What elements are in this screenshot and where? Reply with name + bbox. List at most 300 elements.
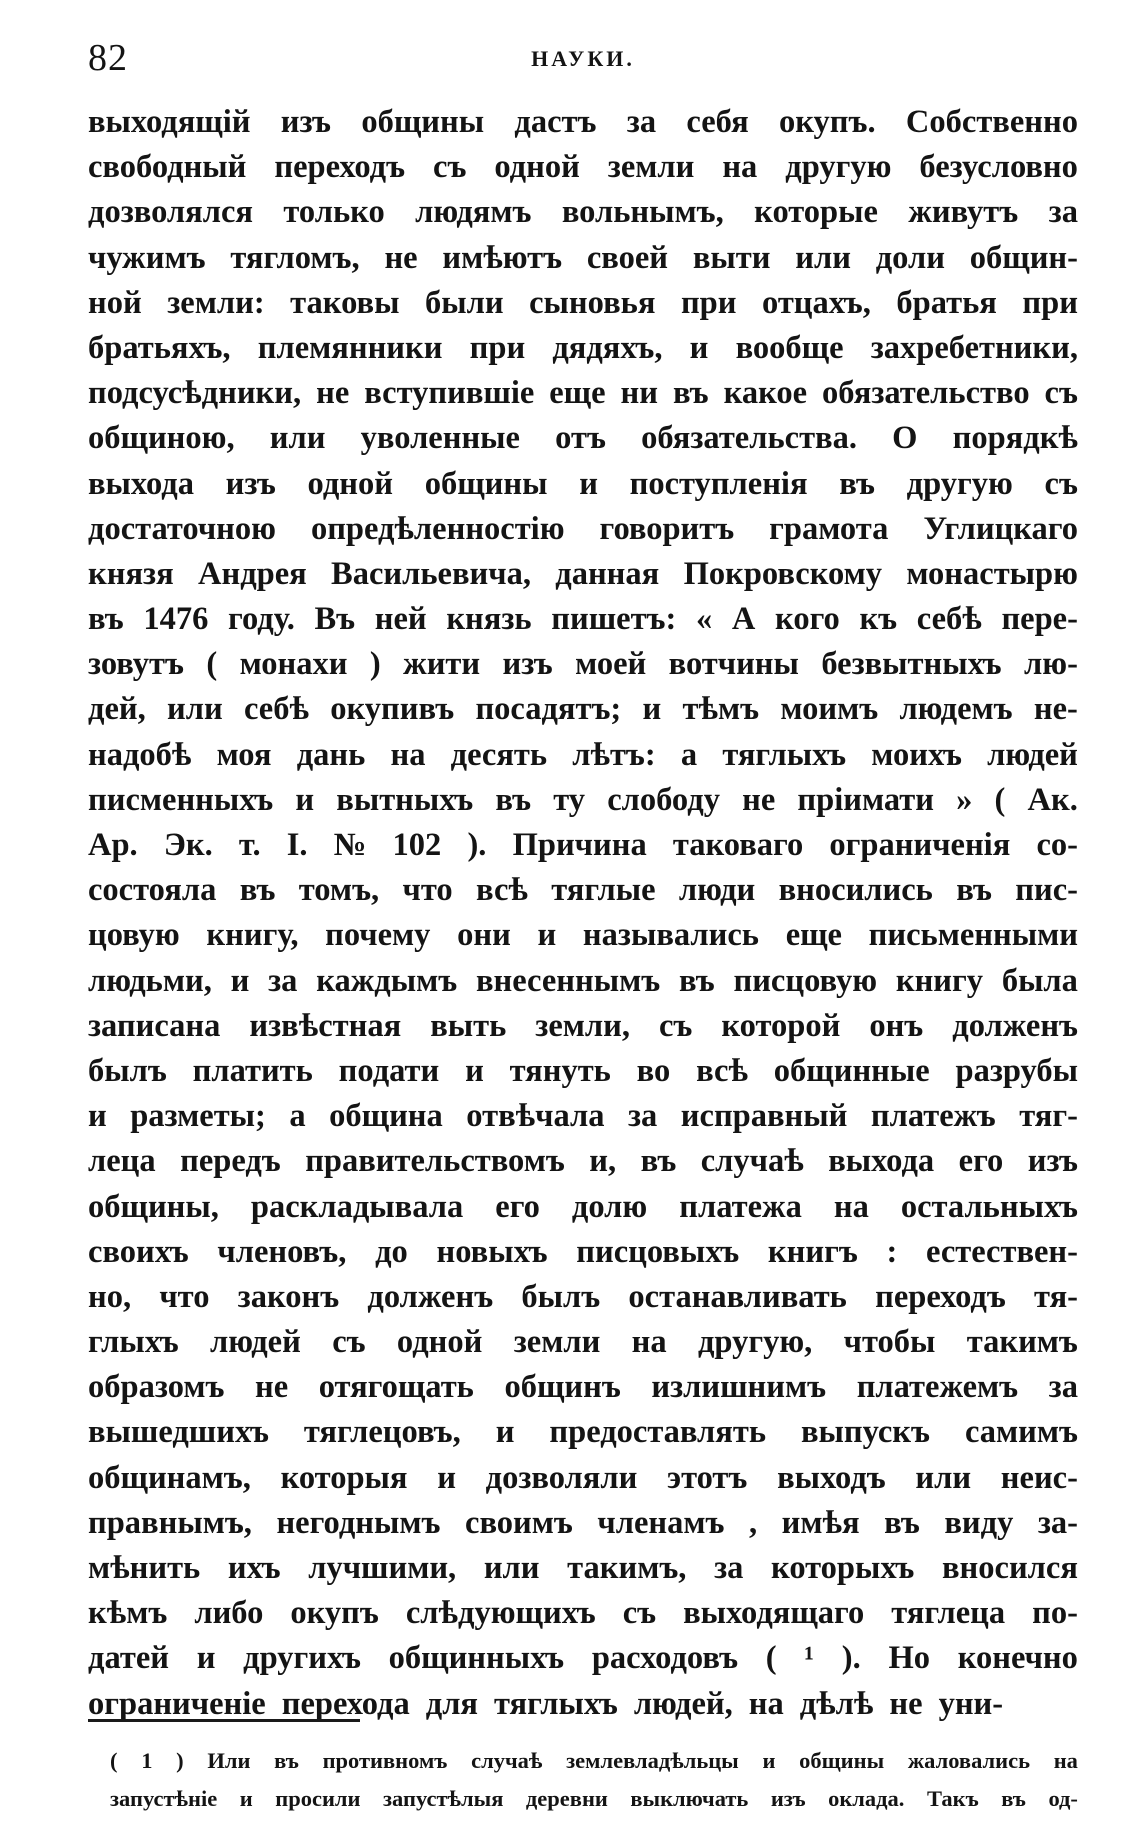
word: своей [586,239,669,276]
word: обязательство [822,375,1030,412]
word: ( [994,781,1006,818]
word: состояла [88,872,217,909]
word: законъ [237,1278,340,1315]
word: ) [176,1748,184,1773]
word: одной [307,465,394,502]
word: Углицкаго [923,510,1078,547]
word: кѣмъ [88,1595,168,1632]
word: которой [721,1007,841,1044]
word: до [375,1233,408,1270]
text-line [88,552,1078,597]
word: пис- [1015,872,1078,909]
word: безвытныхъ [821,646,1002,683]
word: уни- [938,1685,1004,1722]
word: или [269,420,326,457]
word: дозволяли [485,1459,638,1496]
word: его [958,1143,1004,1180]
word: со- [1036,827,1078,863]
word: общин- [969,239,1078,276]
word: писцовыхъ [576,1233,740,1270]
word: оклада. [828,1786,905,1811]
word: тяг- [1019,1098,1078,1135]
word: такимъ [966,1324,1078,1361]
word: община [329,1098,443,1135]
word: дастъ [514,104,597,140]
word: для [425,1685,479,1722]
word: выходящаго [683,1595,865,1632]
word: слѣдующихъ [405,1595,596,1632]
text-line [88,1365,1078,1410]
word: изъ [1027,1143,1078,1180]
word: платежемъ [856,1369,1019,1406]
word: 1 [141,1748,153,1773]
text-line [88,1546,1078,1591]
word: вотчины [668,646,799,683]
word: долженъ [952,1007,1078,1044]
word: своимъ [465,1504,573,1541]
word: лучшими, [308,1550,457,1586]
word: жаловались [907,1748,1030,1773]
word: тѣмъ [682,691,760,728]
word: грамота [769,510,889,547]
word: братьяхъ, [88,329,231,366]
word: съ [658,1007,693,1044]
word: къ [859,601,898,638]
word: долю [571,1188,648,1225]
word: за [714,1550,744,1586]
word: моя [216,736,272,773]
word: ограниченія [829,827,1011,863]
text-line [88,326,1078,371]
word: при [469,329,526,366]
word: были [424,284,504,321]
word: конечно [957,1640,1078,1677]
word: имѣя [781,1504,860,1541]
word: въ [679,962,715,999]
word: ту [553,781,586,818]
word: негоднымъ [276,1504,441,1541]
word: Или [207,1748,251,1773]
page-number: 82 [88,37,128,79]
word: неис- [1000,1459,1078,1496]
word: общинныхъ [388,1640,565,1677]
word: земли [513,1324,601,1361]
word: обязательства. [641,420,857,457]
word: Васильевича, [331,555,531,592]
word: людемъ [899,691,1013,728]
word: случаѣ [700,1143,804,1180]
word: году. [228,601,295,638]
word: жити [403,646,481,683]
word: случаѣ [471,1748,543,1773]
text-line [88,1501,1078,1546]
word: изъ [225,465,276,502]
text-line [88,868,1078,913]
word: деревни [525,1786,608,1811]
word: раскладывала [250,1188,464,1225]
word: которыя [280,1459,408,1496]
word: платить [192,1052,313,1089]
word: людьми, [88,962,212,999]
text-line [88,778,1078,823]
word: племянники [257,329,443,366]
word: монахи [239,646,348,683]
word: дѣлѣ [799,1685,874,1722]
word: чужимъ [88,239,206,276]
word: говоритъ [599,510,735,547]
word: вступившіе [364,375,535,412]
text-line [88,1275,1078,1320]
word: выть [430,1007,507,1044]
word: выхода [828,1143,935,1180]
word: на [631,1324,667,1361]
word: образомъ [88,1369,225,1406]
text-line [88,1636,1078,1681]
word: записана [88,1007,221,1044]
word: и [537,917,557,954]
word: и [495,1414,515,1451]
word: захребетники, [870,329,1078,366]
word: письменными [868,917,1078,954]
word: ограниченіе [88,1685,266,1722]
text-line [88,959,1078,1004]
word: окупъ. [779,104,876,140]
word: дозволялся [88,194,253,231]
word: книгу, [206,917,299,954]
word: » [956,781,973,818]
word: или [167,691,223,728]
word: земли: [167,284,265,321]
word: внесеннымъ [475,962,661,999]
word: тяглеца [891,1595,1006,1632]
footnote-separator-rule [88,1719,360,1722]
word: не [742,781,776,818]
word: изъ [502,646,553,683]
word: доли [875,239,945,276]
word: и [88,1098,107,1135]
word: « [695,601,713,638]
word: запустѣлыя [383,1786,504,1811]
word: живутъ [908,194,1019,231]
word: изъ [770,1786,806,1811]
word: правнымъ, [88,1504,252,1541]
word: безусловно [919,149,1078,186]
text-line [88,145,1078,190]
word: съ [332,1324,366,1361]
word: не [255,1369,289,1406]
word: другую [785,149,892,186]
word: съ [622,1595,657,1632]
word: въ [88,601,124,638]
word: и, [589,1143,617,1180]
word: правительствомъ [305,1143,565,1180]
word: въ [672,375,709,412]
word: десять [450,736,548,773]
word: Эк. [163,827,213,863]
word: останавливать [628,1278,847,1315]
word: данная [555,555,660,592]
word: земли [607,149,695,186]
word: какое [723,375,808,412]
word: при [680,284,737,321]
text-line [88,1591,1078,1636]
word: выпускъ [800,1414,930,1451]
word: извѣстная [249,1007,402,1044]
word: не [889,1685,923,1722]
word: Покровскому [683,555,883,592]
word: просили [275,1786,361,1811]
word: общины [799,1748,885,1773]
word: ( [110,1748,118,1773]
word: естествен- [926,1233,1078,1270]
text-line [88,236,1078,281]
word: исправный [680,1098,848,1135]
word: и [689,329,709,366]
word: ни [620,375,658,412]
word: другую, [697,1324,813,1361]
word: виду [944,1504,1014,1541]
word: каждымъ [316,962,458,999]
word: мѣнить [88,1550,201,1586]
word: отвѣчала [466,1098,605,1135]
word: одной [396,1324,483,1361]
word: пишетъ: [551,601,677,638]
word: членовъ, [217,1233,347,1270]
text-line [88,687,1078,732]
word: другую [906,465,1013,502]
word: почему [325,917,431,954]
word: себѣ [243,691,309,728]
text-line [88,507,1078,552]
word: выключать [630,1786,749,1811]
word: князь [446,601,532,638]
word: выходъ [777,1459,886,1496]
word: выходящій [88,104,251,140]
word: таковаго [672,827,804,863]
word: людямъ [415,194,532,231]
word: за [626,104,657,140]
word: вышедшихъ [88,1414,269,1451]
text-line [88,281,1078,326]
word: себѣ [916,601,982,638]
word: Такъ [926,1786,979,1811]
word: кого [775,601,840,638]
word: изъ [280,104,331,140]
text-line [88,1456,1078,1501]
word: подати [338,1052,440,1089]
word: братья [896,284,997,321]
word: еще [549,375,606,412]
word: одной [494,149,580,186]
word: новыхъ [436,1233,548,1270]
word: разрубы [955,1052,1078,1089]
word: другихъ [243,1640,361,1677]
word: монастырю [906,555,1078,592]
word: и [295,781,315,818]
word: во [636,1052,671,1089]
body-text [88,100,1078,1727]
word: поступленія [629,465,808,502]
word: окупъ [290,1595,379,1632]
text-line [88,823,1078,868]
word: тяглые [551,872,656,909]
word: при [1022,284,1078,321]
word: земли, [535,1007,630,1044]
word: съ [1044,465,1078,502]
word: , [748,1504,758,1541]
word: 1476 [143,601,209,638]
word: общинамъ, [88,1459,251,1496]
word: моимъ [780,691,879,728]
word: предоставлять [549,1414,767,1451]
word: ¹ [804,1640,815,1677]
word: и [437,1459,456,1496]
word: или [795,239,851,276]
word: № [333,827,367,863]
word: писменныхъ [88,781,274,818]
word: излишнимъ [651,1369,827,1406]
word: ) [369,646,381,683]
page-header [88,36,1078,92]
running-head: НАУКИ. [531,46,635,71]
word: за [627,1098,658,1135]
word: О [892,420,918,457]
word: таковы [290,284,400,321]
word: по- [1032,1595,1078,1632]
word: и [230,962,250,999]
word: на [1053,1748,1078,1773]
word: надобѣ [88,736,192,773]
word: общины [424,465,548,502]
word: общины, [88,1188,219,1225]
word: посадятъ; [475,691,622,728]
word: пере- [1001,601,1078,638]
word: общиною, [88,420,235,457]
footnote-line [110,1742,1078,1780]
word: порядкѣ [952,420,1078,457]
word: Ар. [88,827,138,863]
word: тяглыхъ [494,1685,618,1722]
word: вносились [778,872,933,909]
text-line [88,597,1078,642]
word: цовую [88,917,180,954]
word: слободу [607,781,720,818]
text-line [88,913,1078,958]
word: опредѣленностію [310,510,565,547]
word: своихъ [88,1233,189,1270]
word: моихъ [871,736,962,773]
word: землевладѣльцы [566,1748,739,1773]
word: ( [206,646,218,683]
word: писцовую [733,962,878,999]
word: но, [88,1278,132,1315]
word: и [196,1640,216,1677]
word: только [283,194,385,231]
word: общинные [773,1052,930,1089]
word: былъ [521,1278,601,1315]
word: за [1048,1369,1078,1406]
word: на [390,736,426,773]
word: людей [210,1324,301,1361]
word: и [239,1786,253,1811]
text-line [88,1049,1078,1094]
word: тягломъ, [230,239,360,276]
word: съ [433,149,467,186]
word: Собственно [905,104,1078,140]
text-line [88,371,1078,416]
word: еще [785,917,842,954]
word: тяглыхъ [722,736,847,773]
word: въ [495,781,532,818]
word: лѣтъ: [572,736,656,773]
word: общины [361,104,485,140]
word: которые [754,194,878,231]
word: дей, [88,691,146,728]
text-line [88,1094,1078,1139]
word: съ [1044,375,1078,412]
word: ней [374,601,427,638]
word: противномъ [322,1748,448,1773]
word: князя [88,555,174,592]
word: Андрея [198,555,307,592]
word: людей, [633,1685,733,1722]
word: всѣ [476,872,528,909]
word: выхода [88,465,194,502]
word: а [289,1098,306,1135]
word: пріимати [797,781,934,818]
word: и [762,1748,776,1773]
word: въ [1001,1786,1026,1811]
word: Въ [314,601,356,638]
word: платежъ [870,1098,996,1135]
word: моей [575,646,647,683]
word: уволенные [360,420,520,457]
word: леца [88,1143,156,1180]
text-line [88,100,1078,145]
word: разметы; [130,1098,266,1135]
text-line [88,462,1078,507]
word: отъ [555,420,606,457]
word: свободный [88,149,247,186]
word: книгъ [767,1233,858,1270]
word: на [748,1685,784,1722]
word: что [402,872,453,909]
word: долженъ [367,1278,494,1315]
word: ной [88,284,142,321]
word: былъ [88,1052,167,1089]
word: зовутъ [88,646,184,683]
word: ). [841,1640,861,1677]
word: онъ [869,1007,924,1044]
word: и [642,691,662,728]
word: за [268,962,298,999]
word: сыновья [529,284,656,321]
word: этотъ [667,1459,748,1496]
word: переходъ [274,149,406,186]
word: назывались [582,917,759,954]
word: въ [274,1748,299,1773]
word: а [680,736,698,773]
word: книгу [895,962,984,999]
word: вообще [735,329,844,366]
word: подсусѣдники, [88,375,302,412]
word: дань [296,736,366,773]
text-line [88,1139,1078,1184]
word: общинъ [504,1369,621,1406]
word: имѣютъ [442,239,563,276]
word: : [886,1233,898,1270]
word: вытныхъ [336,781,474,818]
